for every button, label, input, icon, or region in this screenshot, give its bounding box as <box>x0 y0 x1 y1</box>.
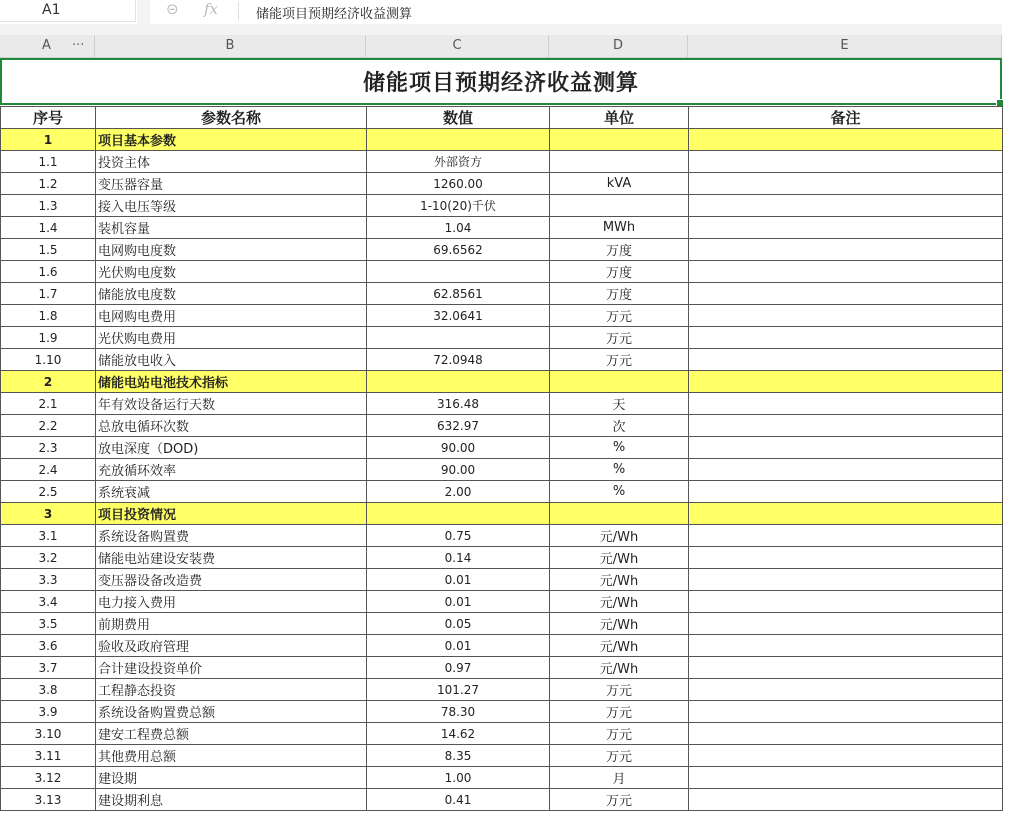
cell-value[interactable] <box>367 327 550 349</box>
cell-name[interactable]: 电网购电度数 <box>96 239 367 261</box>
cell-value[interactable]: 0.01 <box>367 591 550 613</box>
table-row <box>1 767 1003 789</box>
table-row <box>1 569 1003 591</box>
fx-icon[interactable]: fx <box>204 0 219 18</box>
cell-note[interactable] <box>689 371 1003 393</box>
table-row <box>1 415 1003 437</box>
cell-note[interactable] <box>689 305 1003 327</box>
cell-seq[interactable]: 1.1 <box>1 151 96 173</box>
cell-note[interactable] <box>689 415 1003 437</box>
column-header-a[interactable]: A ··· <box>0 35 95 57</box>
table-row <box>1 459 1003 481</box>
cell-seq[interactable]: 1.4 <box>1 217 96 239</box>
header-seq[interactable]: 序号 <box>1 107 96 129</box>
cell-seq[interactable]: 3.2 <box>1 547 96 569</box>
cell-seq[interactable]: 1 <box>1 129 96 151</box>
table-row <box>1 173 1003 195</box>
cell-unit[interactable]: 万元 <box>550 679 689 701</box>
cell-value[interactable]: 0.05 <box>367 613 550 635</box>
column-header-e[interactable]: E <box>688 35 1002 57</box>
cell-value[interactable]: 0.41 <box>367 789 550 811</box>
cell-name[interactable]: 系统衰减 <box>96 481 367 503</box>
cell-note[interactable] <box>689 547 1003 569</box>
section-row <box>1 129 1003 151</box>
cell-name[interactable]: 装机容量 <box>96 217 367 239</box>
section-row <box>1 371 1003 393</box>
more-icon[interactable]: ··· <box>72 38 85 53</box>
cell-unit[interactable]: 万度 <box>550 283 689 305</box>
cell-seq[interactable]: 2.3 <box>1 437 96 459</box>
cell-unit[interactable]: 元/Wh <box>550 613 689 635</box>
cell-note[interactable] <box>689 503 1003 525</box>
cell-name[interactable]: 变压器容量 <box>96 173 367 195</box>
cell-seq[interactable]: 3.7 <box>1 657 96 679</box>
cell-note[interactable] <box>689 569 1003 591</box>
cell-seq[interactable]: 3.9 <box>1 701 96 723</box>
title-cell[interactable] <box>0 58 1002 105</box>
cell-unit[interactable]: 万度 <box>550 261 689 283</box>
cell-seq[interactable]: 2.4 <box>1 459 96 481</box>
cell-seq[interactable]: 2.5 <box>1 481 96 503</box>
formula-bar <box>0 0 1012 24</box>
table-row <box>1 657 1003 679</box>
cell-seq[interactable]: 1.7 <box>1 283 96 305</box>
cell-value[interactable]: 62.8561 <box>367 283 550 305</box>
sheet-title: 储能项目预期经济收益测算 <box>362 70 639 96</box>
table-row <box>1 327 1003 349</box>
cell-note[interactable] <box>689 349 1003 371</box>
cell-name[interactable]: 充放循环效率 <box>96 459 367 481</box>
header-value[interactable]: 数值 <box>367 107 550 129</box>
cell-note[interactable] <box>689 481 1003 503</box>
table-row <box>1 635 1003 657</box>
cell-value[interactable]: 0.97 <box>367 657 550 679</box>
cell-value[interactable]: 90.00 <box>367 437 550 459</box>
cell-unit[interactable]: 元/Wh <box>550 591 689 613</box>
cell-seq[interactable]: 3.3 <box>1 569 96 591</box>
cell-unit[interactable]: % <box>550 437 689 459</box>
cell-name[interactable]: 系统设备购置费 <box>96 525 367 547</box>
cell-name[interactable]: 合计建设投资单价 <box>96 657 367 679</box>
cell-name[interactable]: 接入电压等级 <box>96 195 367 217</box>
cell-unit[interactable]: 万元 <box>550 745 689 767</box>
table-row <box>1 789 1003 811</box>
table-row <box>1 723 1003 745</box>
column-header-bar <box>0 35 1002 58</box>
cell-seq[interactable]: 1.8 <box>1 305 96 327</box>
formula-bar-divider <box>137 0 150 24</box>
cell-value[interactable] <box>367 129 550 151</box>
cell-unit[interactable]: 次 <box>550 415 689 437</box>
formula-input[interactable]: 储能项目预期经济收益测算 <box>256 7 413 22</box>
cell-unit[interactable] <box>550 129 689 151</box>
cell-note[interactable] <box>689 173 1003 195</box>
cell-unit[interactable]: 月 <box>550 767 689 789</box>
cell-seq[interactable]: 3.5 <box>1 613 96 635</box>
table-row <box>1 591 1003 613</box>
cell-note[interactable] <box>689 701 1003 723</box>
cell-value[interactable]: 32.0641 <box>367 305 550 327</box>
cell-unit[interactable] <box>550 195 689 217</box>
cell-unit[interactable] <box>550 151 689 173</box>
table-row <box>1 283 1003 305</box>
column-header-b[interactable]: B <box>95 35 366 57</box>
cell-note[interactable] <box>689 591 1003 613</box>
cell-value[interactable]: 72.0948 <box>367 349 550 371</box>
header-name[interactable]: 参数名称 <box>96 107 367 129</box>
cell-value[interactable]: 90.00 <box>367 459 550 481</box>
cell-note[interactable] <box>689 459 1003 481</box>
cell-value[interactable] <box>367 261 550 283</box>
cell-unit[interactable]: 万度 <box>550 239 689 261</box>
cell-note[interactable] <box>689 525 1003 547</box>
cell-seq[interactable]: 1.6 <box>1 261 96 283</box>
cell-name[interactable]: 项目基本参数 <box>96 129 367 151</box>
cell-value[interactable]: 1.04 <box>367 217 550 239</box>
cell-unit[interactable]: 元/Wh <box>550 569 689 591</box>
section-row <box>1 503 1003 525</box>
cell-seq[interactable]: 2.1 <box>1 393 96 415</box>
table-row <box>1 613 1003 635</box>
cell-value[interactable]: 69.6562 <box>367 239 550 261</box>
cell-seq[interactable]: 1.10 <box>1 349 96 371</box>
cell-name[interactable]: 储能放电收入 <box>96 349 367 371</box>
cell-note[interactable] <box>689 195 1003 217</box>
cell-name[interactable]: 总放电循环次数 <box>96 415 367 437</box>
cell-value[interactable]: 632.97 <box>367 415 550 437</box>
column-header-c[interactable]: C <box>366 35 549 57</box>
cell-unit[interactable]: 元/Wh <box>550 635 689 657</box>
cell-note[interactable] <box>689 635 1003 657</box>
cell-seq[interactable]: 3.6 <box>1 635 96 657</box>
name-box[interactable]: A1 <box>0 0 136 22</box>
cell-unit[interactable]: kVA <box>550 173 689 195</box>
cell-note[interactable] <box>689 767 1003 789</box>
table-row <box>1 393 1003 415</box>
cell-value[interactable] <box>367 503 550 525</box>
cell-name[interactable]: 储能电站电池技术指标 <box>96 371 367 393</box>
table-row <box>1 151 1003 173</box>
toolbar-spacer <box>0 24 1012 35</box>
cell-name[interactable]: 年有效设备运行天数 <box>96 393 367 415</box>
table-row <box>1 525 1003 547</box>
data-table <box>0 106 1003 811</box>
cell-name[interactable]: 系统设备购置费总额 <box>96 701 367 723</box>
cell-name[interactable]: 其他费用总额 <box>96 745 367 767</box>
cell-value[interactable]: 8.35 <box>367 745 550 767</box>
cell-unit[interactable]: 万元 <box>550 789 689 811</box>
cell-name[interactable]: 建设期 <box>96 767 367 789</box>
cell-name[interactable]: 变压器设备改造费 <box>96 569 367 591</box>
cell-seq[interactable]: 3 <box>1 503 96 525</box>
cell-note[interactable] <box>689 239 1003 261</box>
cell-unit[interactable]: 元/Wh <box>550 547 689 569</box>
cell-note[interactable] <box>689 261 1003 283</box>
cell-note[interactable] <box>689 613 1003 635</box>
table-row <box>1 481 1003 503</box>
cell-unit[interactable]: 天 <box>550 393 689 415</box>
cell-value[interactable]: 1.00 <box>367 767 550 789</box>
cell-name[interactable]: 光伏购电度数 <box>96 261 367 283</box>
cell-value[interactable]: 101.27 <box>367 679 550 701</box>
cell-name[interactable]: 前期费用 <box>96 613 367 635</box>
cell-value[interactable]: 0.01 <box>367 635 550 657</box>
cell-seq[interactable]: 3.10 <box>1 723 96 745</box>
cell-unit[interactable]: 元/Wh <box>550 525 689 547</box>
cell-name[interactable]: 项目投资情况 <box>96 503 367 525</box>
table-row <box>1 239 1003 261</box>
table-row <box>1 701 1003 723</box>
cell-value[interactable]: 外部资方 <box>367 151 550 173</box>
table-row <box>1 217 1003 239</box>
cell-seq[interactable]: 2.2 <box>1 415 96 437</box>
cell-note[interactable] <box>689 745 1003 767</box>
cell-note[interactable] <box>689 723 1003 745</box>
cell-note[interactable] <box>689 657 1003 679</box>
cell-value[interactable]: 1260.00 <box>367 173 550 195</box>
cell-note[interactable] <box>689 789 1003 811</box>
cell-note[interactable] <box>689 393 1003 415</box>
cell-name[interactable]: 工程静态投资 <box>96 679 367 701</box>
cell-unit[interactable] <box>550 371 689 393</box>
header-note[interactable]: 备注 <box>689 107 1003 129</box>
cell-seq[interactable]: 2 <box>1 371 96 393</box>
cell-unit[interactable]: 万元 <box>550 305 689 327</box>
cell-unit[interactable]: 万元 <box>550 723 689 745</box>
table-row <box>1 547 1003 569</box>
cell-value[interactable]: 14.62 <box>367 723 550 745</box>
cell-seq[interactable]: 1.2 <box>1 173 96 195</box>
table-row <box>1 437 1003 459</box>
cell-seq[interactable]: 3.12 <box>1 767 96 789</box>
cell-unit[interactable]: % <box>550 481 689 503</box>
cell-unit[interactable]: 万元 <box>550 701 689 723</box>
cell-seq[interactable]: 3.13 <box>1 789 96 811</box>
cell-name[interactable]: 光伏购电费用 <box>96 327 367 349</box>
cell-seq[interactable]: 3.8 <box>1 679 96 701</box>
cell-note[interactable] <box>689 437 1003 459</box>
header-row <box>1 107 1003 129</box>
cell-seq[interactable]: 1.9 <box>1 327 96 349</box>
cell-note[interactable] <box>689 151 1003 173</box>
cell-name[interactable]: 投资主体 <box>96 151 367 173</box>
cell-note[interactable] <box>689 129 1003 151</box>
cell-name[interactable]: 建安工程费总额 <box>96 723 367 745</box>
table-row <box>1 679 1003 701</box>
cell-value[interactable]: 316.48 <box>367 393 550 415</box>
cell-unit[interactable]: 万元 <box>550 327 689 349</box>
cell-seq[interactable]: 3.4 <box>1 591 96 613</box>
cell-unit[interactable] <box>550 503 689 525</box>
table-row <box>1 305 1003 327</box>
cell-value[interactable]: 0.75 <box>367 525 550 547</box>
cell-note[interactable] <box>689 217 1003 239</box>
table-row <box>1 195 1003 217</box>
cell-unit[interactable]: % <box>550 459 689 481</box>
zoom-icon[interactable]: ⊝ <box>166 0 179 18</box>
cell-unit[interactable]: MWh <box>550 217 689 239</box>
cell-value[interactable]: 2.00 <box>367 481 550 503</box>
cell-name[interactable]: 电力接入费用 <box>96 591 367 613</box>
table-row <box>1 349 1003 371</box>
cell-name[interactable]: 储能电站建设安装费 <box>96 547 367 569</box>
cell-note[interactable] <box>689 679 1003 701</box>
cell-note[interactable] <box>689 327 1003 349</box>
cell-value[interactable]: 1-10(20)千伏 <box>367 195 550 217</box>
cell-name[interactable]: 验收及政府管理 <box>96 635 367 657</box>
sheet-right-margin <box>1002 24 1012 831</box>
cell-seq[interactable]: 1.5 <box>1 239 96 261</box>
cell-value[interactable] <box>367 371 550 393</box>
formula-separator <box>238 2 239 20</box>
cell-note[interactable] <box>689 283 1003 305</box>
cell-value[interactable]: 0.01 <box>367 569 550 591</box>
cell-value[interactable]: 78.30 <box>367 701 550 723</box>
cell-seq[interactable]: 3.11 <box>1 745 96 767</box>
cell-name[interactable]: 储能放电度数 <box>96 283 367 305</box>
cell-unit[interactable]: 万元 <box>550 349 689 371</box>
cell-name[interactable]: 电网购电费用 <box>96 305 367 327</box>
cell-seq[interactable]: 1.3 <box>1 195 96 217</box>
cell-seq[interactable]: 3.1 <box>1 525 96 547</box>
cell-name[interactable]: 放电深度（DOD) <box>96 437 367 459</box>
header-unit[interactable]: 单位 <box>550 107 689 129</box>
cell-name[interactable]: 建设期利息 <box>96 789 367 811</box>
table-row <box>1 745 1003 767</box>
cell-unit[interactable]: 元/Wh <box>550 657 689 679</box>
cell-value[interactable]: 0.14 <box>367 547 550 569</box>
table-row <box>1 261 1003 283</box>
column-header-d[interactable]: D <box>549 35 688 57</box>
